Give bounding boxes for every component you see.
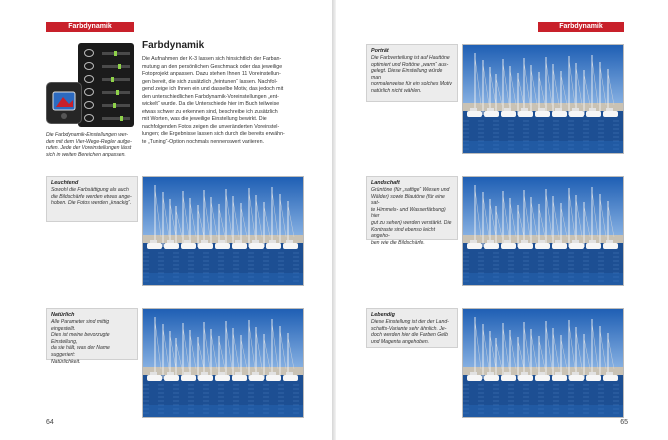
- section-header-right: Farbdynamik: [538, 22, 624, 32]
- caption-label: Leuchtend: [51, 180, 79, 186]
- harbor-photo-portraet: [462, 44, 624, 154]
- caption-box-leuchtend: [46, 176, 138, 222]
- left-page: [0, 0, 332, 440]
- page-title: Farbdynamik: [142, 40, 205, 51]
- caption-text: Alle Parameter sind mittig eingestellt. Dies ist meine bevorzugte Einstellung, da sie hält, was der Name suggeriert: Natürlichkeit.: [51, 319, 110, 365]
- harbor-photo-landschaft: [462, 176, 624, 286]
- right-page: [336, 0, 668, 440]
- camera-menu-icon: [78, 43, 134, 127]
- camera-caption: Die Farbdynamik-Einstellungen wer- den mit dem Vier-Wege-Regler aufge- rufen. Jede der Voreinstellungen lässt sich in weiten Bereichen anpassen.: [46, 132, 132, 158]
- caption-box-portraet: [366, 44, 458, 102]
- caption-text: Grüntöne (für „saftige“ Wiesen und Wälder) sowie Blautöne (für eine sat- te Himmels- und Wasserfärbung) hier gut zu sehen) werden verstärkt. Die Kontraste sind ebenso leicht angeho- ben wie die Bildschärfe.: [371, 187, 452, 246]
- page-number-right: 65: [620, 419, 628, 426]
- page-number-left: 64: [46, 419, 54, 426]
- caption-label: Landschaft: [371, 180, 400, 186]
- harbor-photo-natuerlich: [142, 308, 304, 418]
- camera-back-icon: [46, 82, 82, 124]
- section-header-left: Farbdynamik: [46, 22, 134, 32]
- caption-box-natuerlich: [46, 308, 138, 365]
- caption-label: Natürlich: [51, 312, 75, 318]
- harbor-photo-leuchtend: [142, 176, 304, 286]
- caption-text: Die Farbverteilung ist auf Hauttöne optimiert und Rottöne „warm“ aus- gelegt. Diese Einstellung würde man normalerweise für ein solches Motiv natürlich nicht wählen.: [371, 55, 452, 94]
- caption-label: Lebendig: [371, 312, 395, 318]
- caption-box-lebendig: [366, 308, 458, 348]
- caption-box-landschaft: [366, 176, 458, 246]
- harbor-photo-lebendig: [462, 308, 624, 418]
- body-text: Die Aufnahmen der K-3 lassen sich hinsichtlich der Farban- mutung an den persönlichen Geschmack oder das jeweilige Fotoprojekt anpassen. Dazu stehen Ihnen 11 Voreinstellun- gen bereit, die sich zusätzlich „feintunen“ lassen. Nachfol- gend zeige ich Ihnen ein und dasselbe Motiv, das jedoch mit den unterschiedlichen Farbdynamik-Voreinstellungen „ent- wickelt“ wurde. Da die Unterschiede hier im Buch teilweise etwas schwer zu erkennen sind, beschreibe ich zusätzlich mit Worten, was die jeweilige Einstellung bewirkt. Die nachfolgenden Fotos zeigen die unveränderten Voreinstel- lungen; die Ergebnisse lassen sich durch die bereits erwähn- te „Tuning“-Option nochmals nennenswert variieren.: [142, 56, 285, 145]
- caption-label: Porträt: [371, 48, 389, 54]
- caption-text: Diese Einstellung ist der der Land- schafts-Variante sehr ähnlich. Je- doch werden hier die Farben Gelb und Magenta angehoben.: [371, 319, 449, 345]
- caption-text: Sowohl die Farbsättigung als auch die Bildschärfe werden etwas ange- hoben. Die Fotos werden „knackig“.: [51, 187, 132, 207]
